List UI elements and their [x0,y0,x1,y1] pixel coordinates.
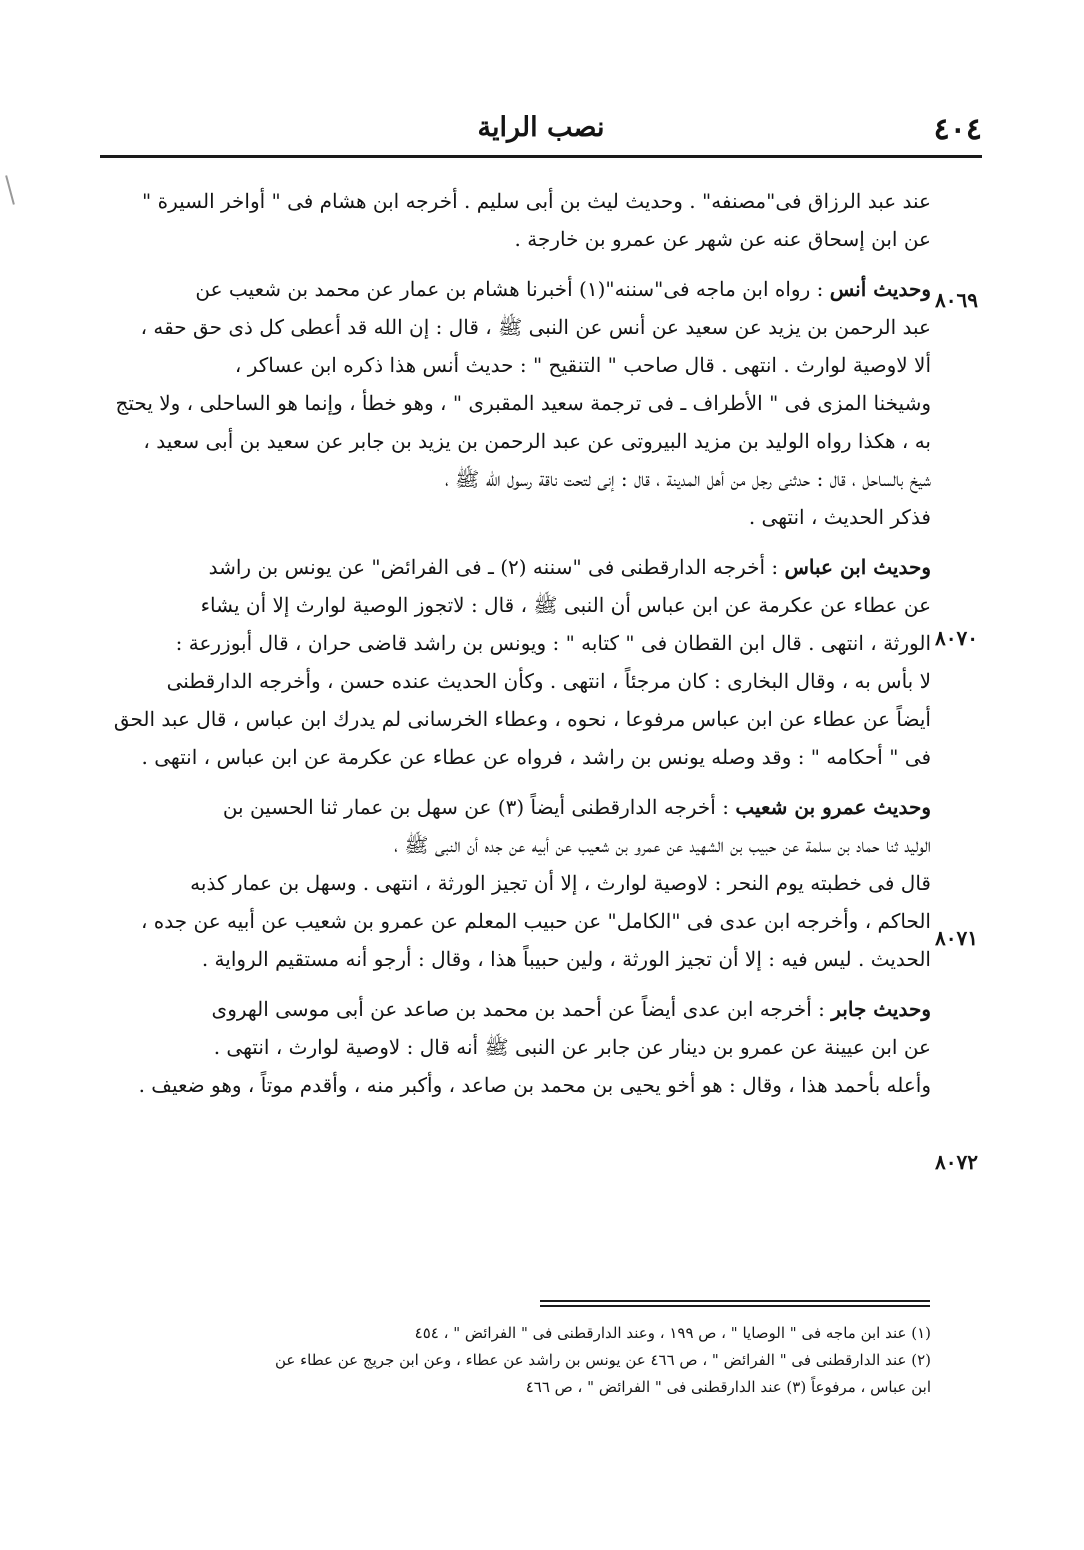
text-line: عن ابن عيينة عن عمرو بن دينار عن جابر عن النبى ﷺ أنه قال : لاوصية لوارث ، انتهى . [213,1035,931,1059]
entry-8072 [105,990,931,1104]
entry-lead: وحديث عمرو بن شعيب [735,795,931,819]
text-line: الحديث . ليس فيه : إلا أن تجيز الورثة ، ولين حبيباً هذا ، وقال : أرجو أنه مستقيم الرواية . [201,947,931,971]
footnote: (١) عند ابن ماجه فى " الوصايا " ، ص ١٩٩ ، وعند الدارقطنى فى " الفرائض " ، ٤٥٤ [414,1324,931,1342]
entry-lead: وحديث أنس [829,277,931,301]
text-line: : رواه ابن ماجه فى"سننه"(١) أخبرنا هشام بن عمار عن محمد بن شعيب عن [195,277,824,301]
text-line: : أخرجه الدارقطنى أيضاً (٣) عن سهل بن عمار ثنا الحسين بن [222,795,729,819]
entry-number: ٨٠٦٩ [935,288,978,312]
page-number: ٤٠٤ [933,112,982,147]
footnote: ابن عباس ، مرفوعاً (٣) عند الدارقطنى فى " الفرائض " ، ص ٤٦٦ [525,1378,931,1396]
text-line: قال فى خطبته يوم النحر : لاوصية لوارث ، إلا أن تجيز الورثة ، انتهى . وسهل بن عمار كذبه [190,871,931,895]
text-line: عبد الرحمن بن يزيد عن سعيد عن أنس عن النبى ﷺ ، قال : إن الله قد أعطى كل ذى حق حقه ، [140,315,931,339]
entry-number: ٨٠٧٠ [935,626,978,650]
footnote-rule [540,1300,930,1302]
entry-number: ٨٠٧١ [935,926,978,950]
main-text [105,182,931,1104]
text-line: الحاكم ، وأخرجه ابن عدى فى "الكامل" عن حبيب المعلم عن عمرو بن شعيب عن أبيه عن جده ، [140,909,931,933]
entry-lead: وحديث جابر [831,997,931,1021]
text-line: لا بأس به ، وقال البخارى : كان مرجئاً ، انتهى . وكأن الحديث عنده حسن ، وأخرجه الدارقطنى [166,669,931,693]
book-title: نصب الراية [477,112,605,143]
text-line: : أخرجه ابن عدى أيضاً عن أحمد بن محمد بن صاعد عن أبى موسى الهروى [211,997,825,1021]
text-line: أيضاً عن عطاء عن ابن عباس مرفوعا ، نحوه ، وعطاء الخرسانى لم يدرك ابن عباس ، قال عبد الحق [113,707,931,731]
footnote: (٢) عند الدارقطنى فى " الفرائض " ، ص ٤٦٦ عن يونس بن راشد عن عطاء ، وعن ابن جريج عن عطاء عن [274,1351,931,1369]
text-line: ألا لاوصية لوارث . انتهى . قال صاحب " التنقيح " : حديث أنس هذا ذكره ابن عساكر ، [234,353,931,377]
footnotes [105,1320,931,1401]
footnote-rule [540,1305,930,1307]
header-rule [100,155,982,158]
text-line: فذكر الحديث ، انتهى . [748,505,931,529]
entry-8069 [105,270,931,536]
text-line: عن ابن إسحاق عنه عن شهر عن عمرو بن خارجة . [514,227,931,251]
entry-lead: وحديث ابن عباس [784,555,931,579]
text-line: فى " أحكامه " : وقد وصله يونس بن راشد ، فرواه عن عطاء عن عكرمة عن ابن عباس ، انتهى . [141,745,931,769]
text-line: وشيخنا المزى فى " الأطراف ـ فى ترجمة سعيد المقبرى " ، وهو خطأ ، وإنما هو الساحلى ، ولا يحتج [115,391,931,415]
text-line: شيخ بالساحل ، قال : حدثنى رجل من أهل المدينة ، قال : إنى لتحت ناقة رسول الله ﷺ ، [444,467,931,491]
text-line: به ، هكذا رواه الوليد بن مزيد البيروتى عن عبد الرحمن بن يزيد بن جابر عن سعيد بن أبى سعيد ، [143,429,931,453]
entry-number: ٨٠٧٢ [935,1150,978,1174]
text-line: الوليد ثنا حماد بن سلمة عن حبيب بن الشهيد عن عمرو بن شعيب عن أبيه عن جده أن النبى ﷺ ، [394,833,931,857]
entry-8070 [105,548,931,776]
page-header [100,100,982,156]
text-line: : أخرجه الدارقطنى فى "سننه (٢) ـ فى الفرائض" عن يونس بن راشد [208,555,779,579]
entry-8071 [105,788,931,978]
text-line: وأعله بأحمد هذا ، وقال : هو أخو يحيى بن محمد بن صاعد ، وأكبر منه ، وأقدم موتاً ، وهو ضعيف . [138,1073,931,1097]
text-line: الورثة ، انتهى . قال ابن القطان فى " كتابه " : ويونس بن راشد قاضى حران ، قال أبوزرعة : [175,631,931,655]
margin-mark [5,175,15,204]
text-line: عند عبد الرزاق فى"مصنفه" . وحديث ليث بن أبى سليم . أخرجه ابن هشام فى " أواخر السيرة " [142,189,931,213]
text-line: عن عطاء عن عكرمة عن ابن عباس أن النبى ﷺ ، قال : لاتجوز الوصية لوارث إلا أن يشاء [200,593,931,617]
